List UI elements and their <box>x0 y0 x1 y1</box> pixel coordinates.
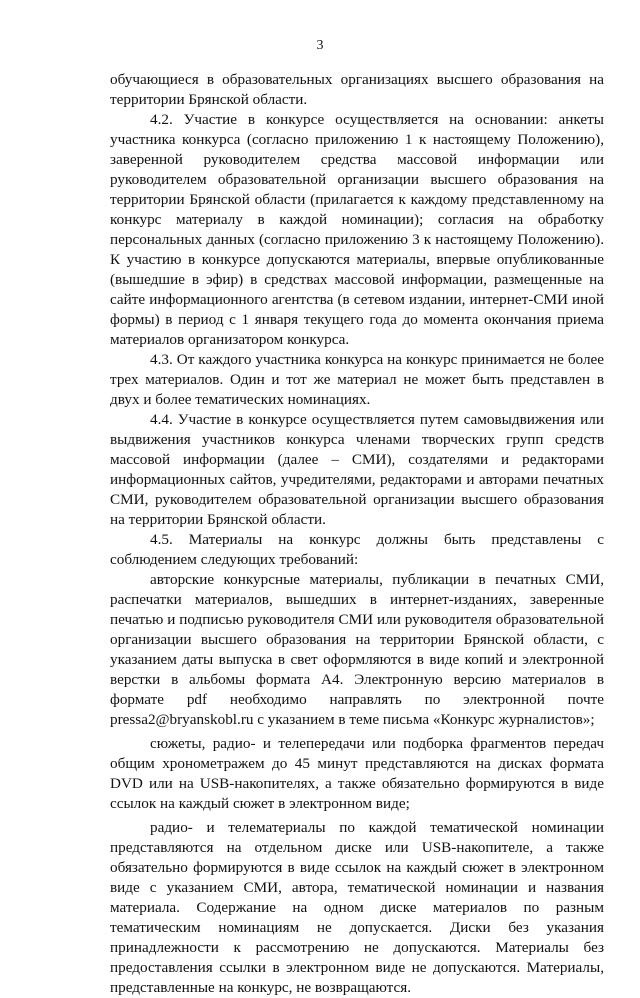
paragraph-4-3: 4.3. От каждого участника конкурса на конкурс принимается не более трех материалов. Один и тот же материал не может быть представлен в двух и более тематических номинациях. <box>110 351 604 408</box>
paragraph-print-materials: авторские конкурсные материалы, публикации в печатных СМИ, распечатки материалов, вышедших в интернет-изданиях, заверенные печатью и подписью руководителя СМИ или руководителя образовательной организации высшего образования на территории Брянской области, с указанием даты выпуска в свет оформляются в виде копий и электронной верстки в альбомы формата А4. Электронную версию материалов в формате pdf необходимо направлять по электронной почте pressa2@bryanskobl.ru с указанием в теме письма «Конкурс журналистов»; <box>110 571 604 728</box>
paragraph-4-4: 4.4. Участие в конкурсе осуществляется путем самовыдвижения или выдвижения участников конкурса членами творческих групп средств массовой информации (далее – СМИ), создателями и редакторами информационных сайтов, учредителями, редакторами и авторами печатных СМИ, руководителем образовательной организации высшего образования на территории Брянской области. <box>110 411 604 528</box>
paragraph-continuation: обучающиеся в образовательных организациях высшего образования на территории Брянской области. <box>110 71 604 108</box>
page-number: 3 <box>316 38 324 53</box>
paragraph-4-5: 4.5. Материалы на конкурс должны быть представлены с соблюдением следующих требований: <box>110 531 604 568</box>
paragraph-4-2: 4.2. Участие в конкурсе осуществляется на основании: анкеты участника конкурса (согласно приложению 1 к настоящему Положению), заверенной руководителем средства массовой информации или руководителем образовательной организации высшего образования на территории Брянской области (прилагается к каждому представленному на конкурс материалу в каждой номинации); согласия на обработку персональных данных (согласно приложению 3 к настоящему Положению). К участию в конкурсе допускаются материалы, впервые опубликованные (вышедшие в эфир) в средствах массовой информации, размещенные на сайте информационного агентства (в сетевом издании, интернет-СМИ иной формы) в период с 1 января текущего года до момента окончания приема материалов организатором конкурса. <box>110 111 604 348</box>
paragraph-broadcast-materials: сюжеты, радио- и телепередачи или подборка фрагментов передач общим хронометражем до 45 минут представляются на дисках формата DVD или на USB-накопителях, а также обязательно формируются в виде ссылок на каждый сюжет в электронном виде; <box>110 735 604 812</box>
document-body <box>110 70 604 998</box>
paragraph-radio-tv-materials: радио- и телематериалы по каждой тематической номинации представляются на отдельном диске или USB-накопителе, а также обязательно формируются в виде ссылок на каждый сюжет в электронном виде с указанием СМИ, автора, тематической номинации и названия материала. Содержание на одном диске материалов по разным тематическим номинациям не допускается. Диски без указания принадлежности к рассмотрению не допускаются. Материалы без предоставления ссылки в электронном виде не допускаются. Материалы, представленные на конкурс, не возвращаются. <box>110 819 604 996</box>
